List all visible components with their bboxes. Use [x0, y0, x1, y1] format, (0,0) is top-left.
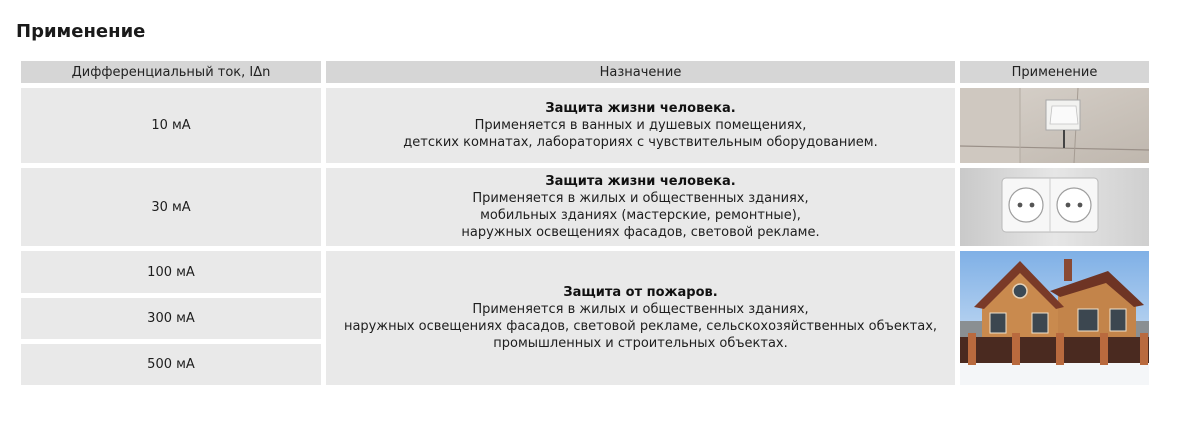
purpose-line: Применяется в жилых и общественных зданиях, [472, 302, 809, 317]
current-500ma: 500 мА [21, 344, 321, 385]
current-100ma: 100 мА [21, 251, 321, 293]
section-title: Применение [16, 21, 146, 42]
purpose-line: Применяется в ванных и душевых помещениях, [474, 118, 807, 133]
purpose-title: Защита от пожаров. [563, 285, 718, 300]
double-socket-photo [960, 168, 1149, 246]
purpose-line: детских комнатах, лабораториях с чувствительным оборудованием. [403, 135, 878, 150]
purpose-title: Защита жизни человека. [545, 101, 736, 116]
current-30ma: 30 мА [21, 168, 321, 246]
bathroom-socket-photo [960, 88, 1149, 163]
purpose-cell [326, 251, 955, 385]
purpose-line: Применяется в жилых и общественных зданиях, [472, 191, 809, 206]
current-10ma: 10 мА [21, 88, 321, 163]
current-300ma: 300 мА [21, 298, 321, 339]
purpose-line: промышленных и строительных объектах. [493, 336, 788, 351]
house-photo [960, 251, 1149, 385]
purpose-line: мобильных зданиях (мастерские, ремонтные), [480, 208, 801, 223]
purpose-cell [326, 88, 955, 163]
header-purpose: Назначение [326, 61, 955, 83]
header-current: Дифференциальный ток, IΔn [21, 61, 321, 83]
purpose-line: наружных освещениях фасадов, световой рекламе. [461, 225, 820, 240]
header-application: Применение [960, 61, 1149, 83]
purpose-cell [326, 168, 955, 246]
purpose-title: Защита жизни человека. [545, 174, 736, 189]
purpose-line: наружных освещениях фасадов, световой рекламе, сельскохозяйственных объектах, [343, 319, 938, 334]
